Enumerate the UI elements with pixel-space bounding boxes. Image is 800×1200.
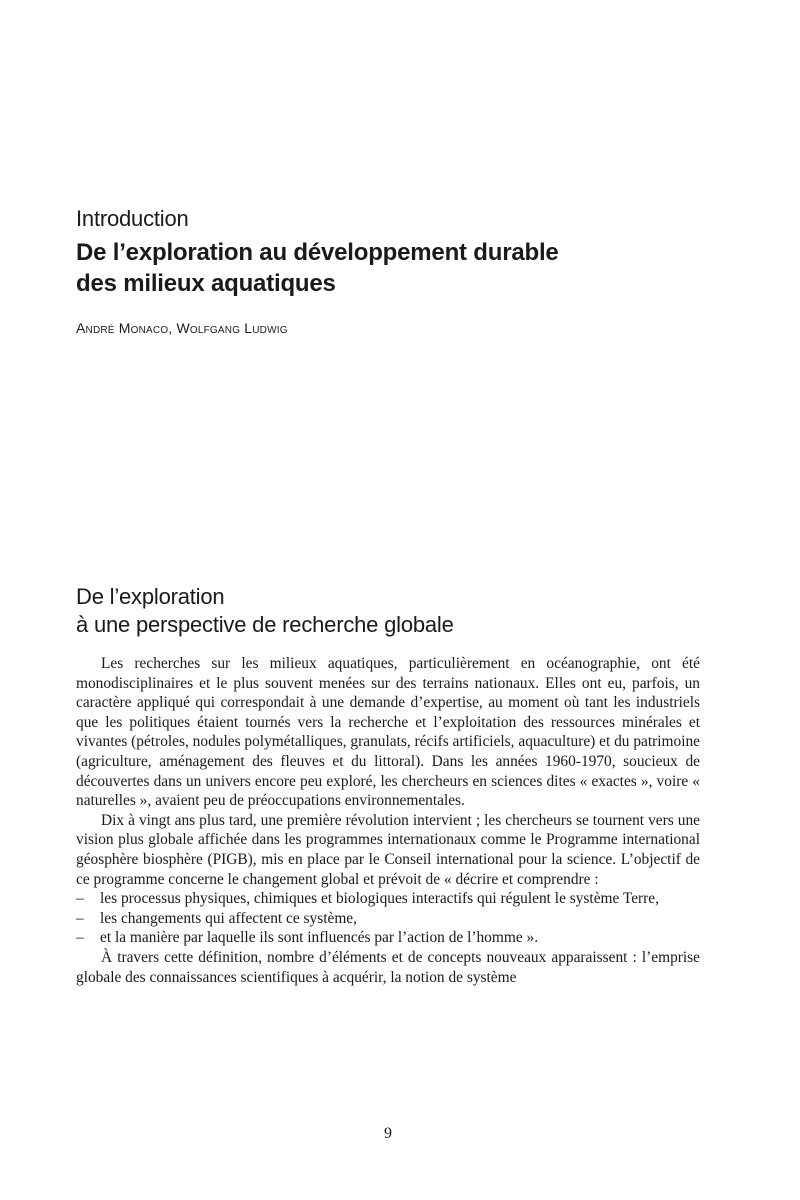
dash-marker: – (76, 890, 84, 908)
page-number: 9 (384, 1125, 392, 1142)
paragraph: Dix à vingt ans plus tard, une première révolution intervient ; les chercheurs se tournent vers une vision plus globale affichée dans les programmes internationaux comme le Programme international géosphère biosphère (PIGB), mis en place par le Conseil international pour la science. L’objectif de ce programme concerne le changement global et prévoit de « décrire et comprendre : (76, 811, 700, 888)
list-item (76, 889, 700, 909)
section-title-line-1: De l’exploration (76, 584, 225, 609)
dash-marker: – (76, 929, 84, 947)
chapter-authors: André Monaco, Wolfgang Ludwig (76, 320, 288, 336)
section-title (76, 583, 736, 639)
list-item-text: les processus physiques, chimiques et biologiques interactifs qui régulent le système Terre, (100, 890, 659, 908)
list-item (76, 909, 700, 929)
dash-marker: – (76, 909, 84, 927)
paragraph: Les recherches sur les milieux aquatiques, particulièrement en océanographie, ont été monodisciplinaires et le plus souvent menées sur des terrains nationaux. Elles ont eu, parfois, un caractère appliqué qui correspondait à une demande d’expertise, au moment où tant les industriels que les politiques étaient tournés vers la recherche et l’exploitation des ressources minérales et vivantes (pétroles, nodules polymétalliques, granulats, récifs artificiels, aquaculture) et du patrimoine (agriculture, aménagement des fleuves et du littoral). Dans les années 1960-1970, soucieux de découvertes dans un univers encore peu exploré, les chercheurs en sciences dites « exactes », voire « naturelles », avaient peu de préoccupations environnementales. (76, 655, 700, 810)
chapter-title-line-2: des milieux aquatiques (76, 270, 336, 297)
list-item (76, 928, 700, 948)
chapter-title-line-1: De l’exploration au développement durable (76, 239, 559, 266)
chapter-kicker: Introduction (76, 206, 189, 231)
body-text (76, 654, 700, 987)
section-title-line-2: à une perspective de recherche globale (76, 612, 454, 637)
paragraph: À travers cette définition, nombre d’éléments et de concepts nouveaux apparaissent : l’emprise globale des connaissances scientifiques à acquérir, la notion de système (76, 948, 700, 986)
chapter-title (76, 237, 736, 299)
list-item-text: les changements qui affectent ce système, (100, 909, 357, 927)
list-item-text: et la manière par laquelle ils sont influencés par l’action de l’homme ». (100, 929, 539, 947)
